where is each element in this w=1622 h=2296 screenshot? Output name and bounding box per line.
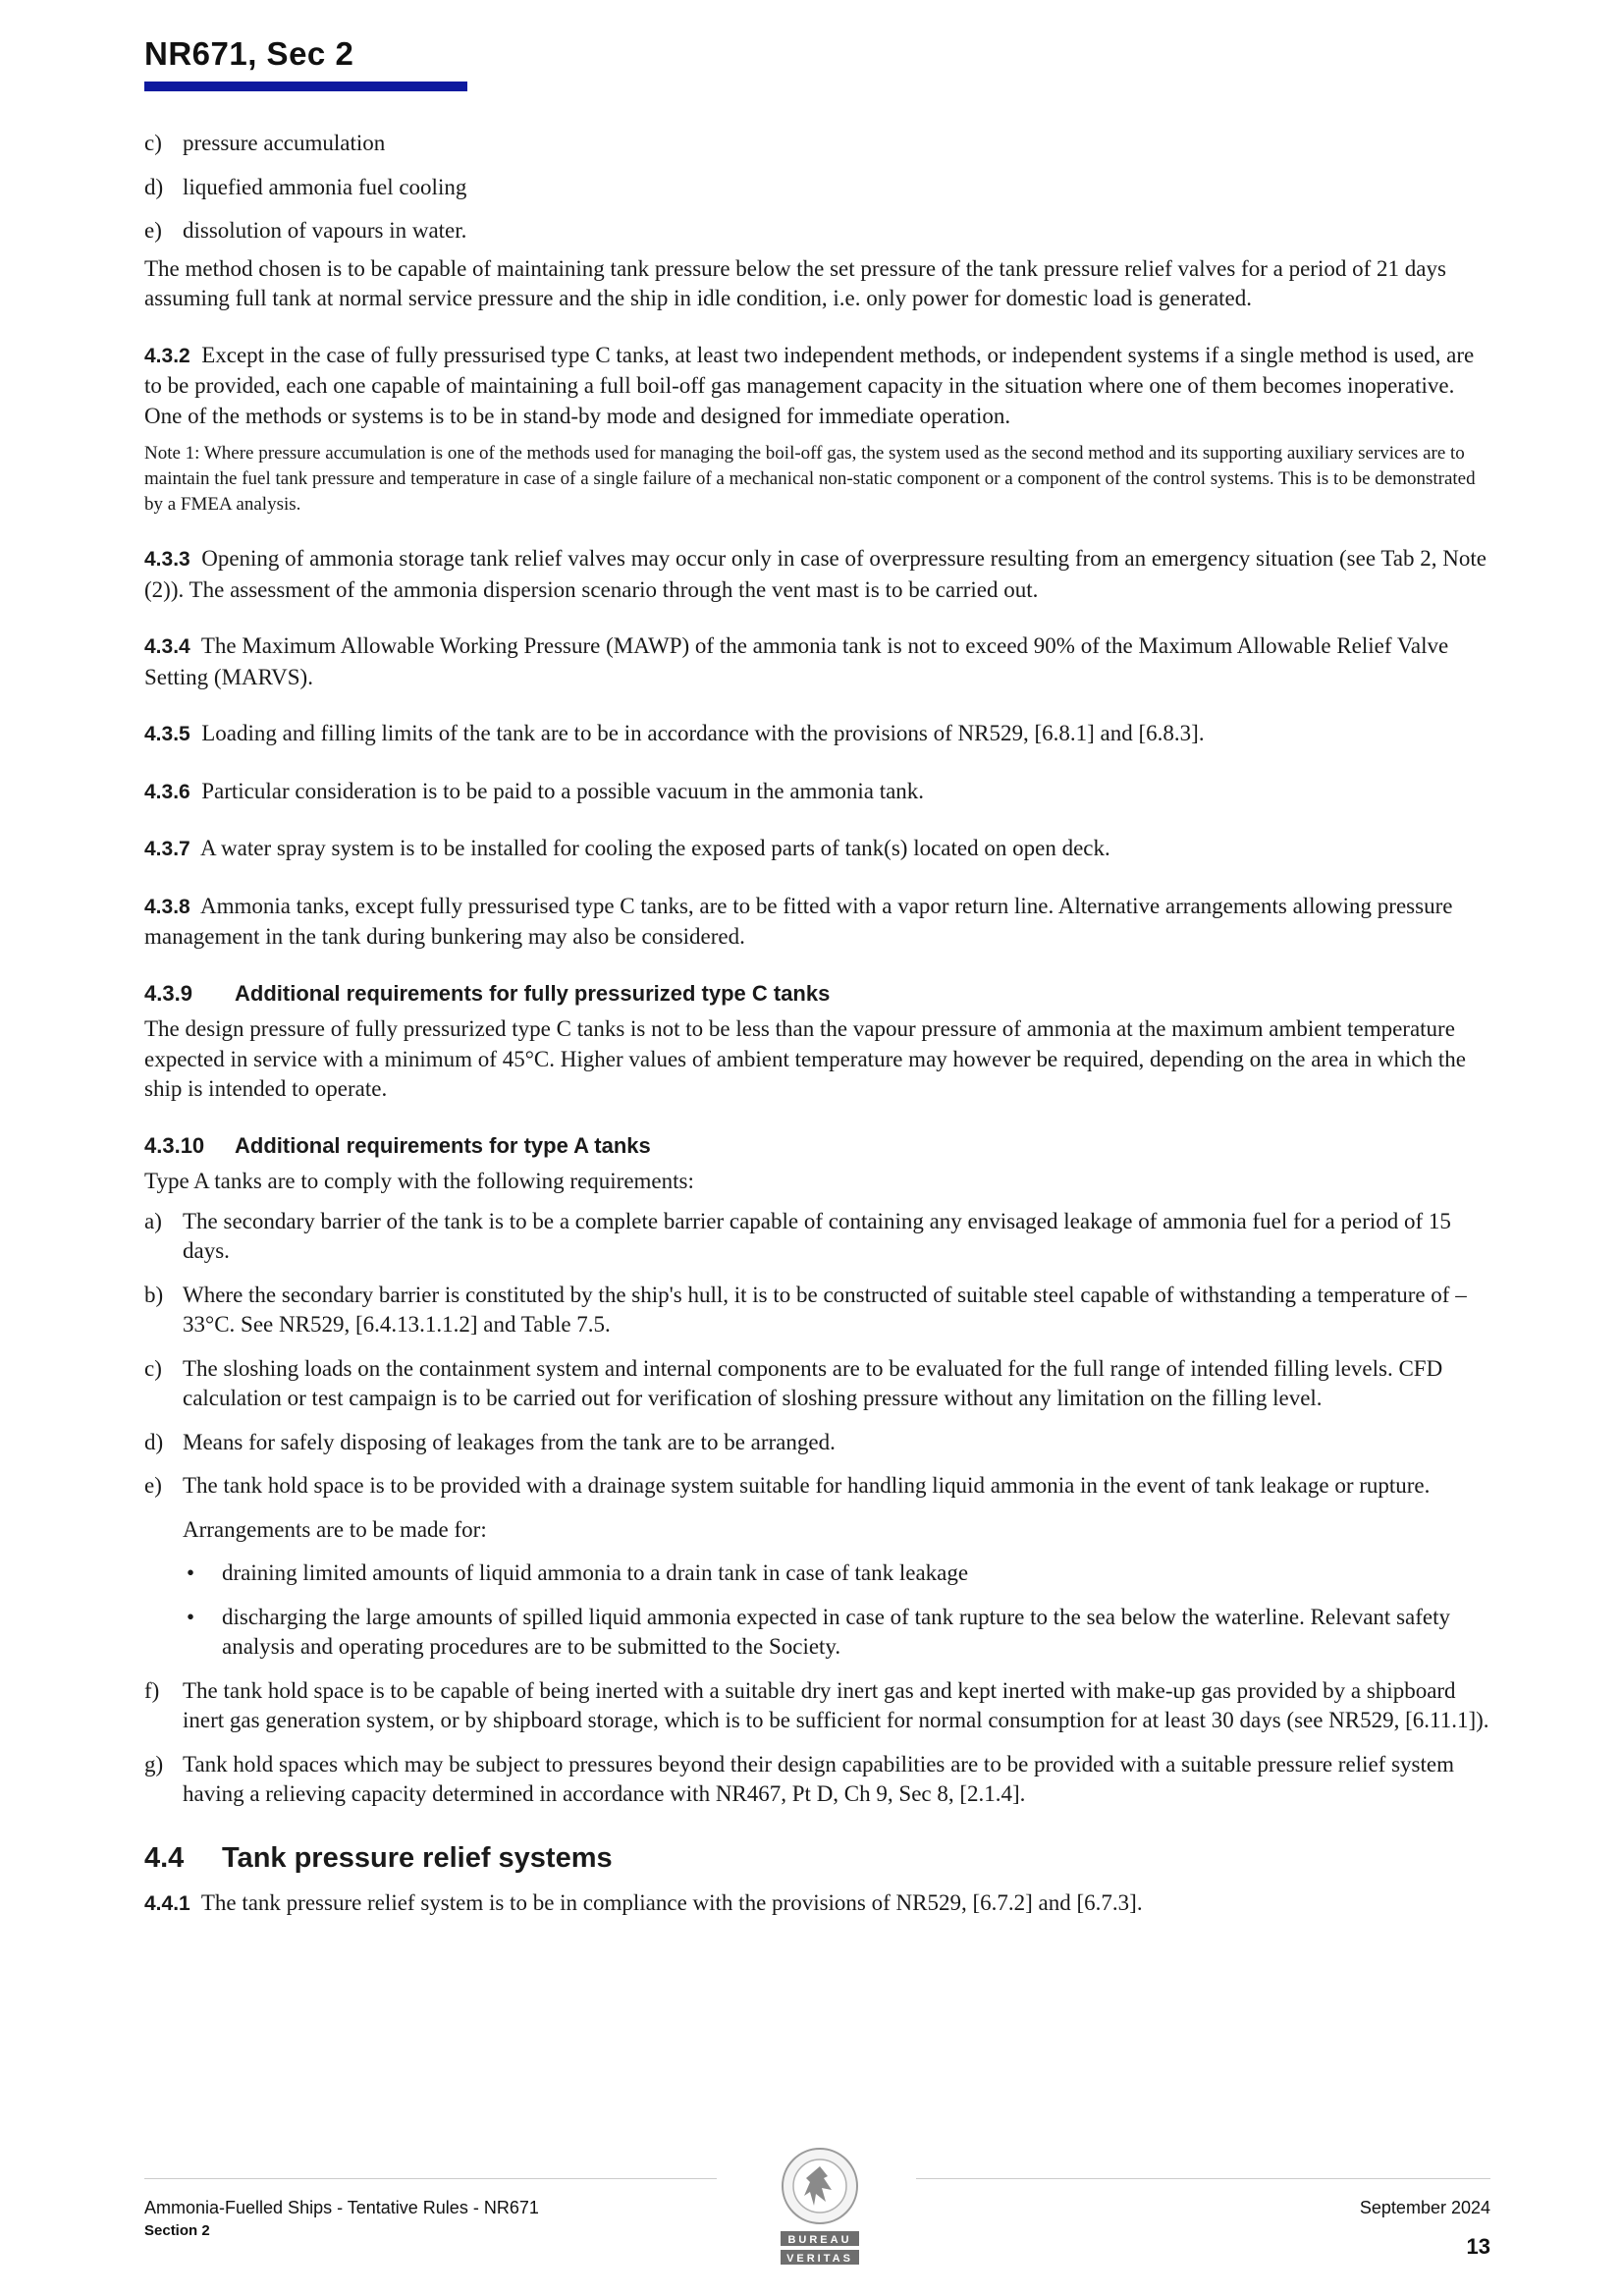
footer-document-title: Ammonia-Fuelled Ships - Tentative Rules - NR671 bbox=[144, 2198, 539, 2217]
paragraph: The design pressure of fully pressurized type C tanks is not to be less than the vapour pressure of ammonia at the maximum ambient temperature expected in service with a minimum of 45°C. Higher values of ambient temperature may however be required, depending on the area in which the ship is intended to operate. bbox=[144, 1016, 1466, 1101]
paragraph-4-3-5: 4.3.5 Loading and filling limits of the tank are to be in accordance with the provisions of NR529, [6.8.1] and [6.8.3]. bbox=[144, 721, 1205, 745]
bullet-item: • discharging the large amounts of spilled liquid ammonia expected in case of tank rupture to the sea below the waterline. Relevant safety analysis and operating procedures are to be submitted to the Society. bbox=[187, 1604, 1450, 1659]
subsection-heading-4-3-10: 4.3.10 Additional requirements for type A tanks bbox=[144, 1132, 651, 1158]
bullet-item: • draining limited amounts of liquid ammonia to a drain tank in case of tank leakage bbox=[144, 1558, 1489, 1589]
paragraph: Type A tanks are to comply with the following requirements: bbox=[144, 1169, 694, 1193]
list-item: b) Where the secondary barrier is constituted by the ship's hull, it is to be constructed of suitable steel capable of withstanding a temperature of –33°C. See NR529, [6.4.13.1.1.2] and Table 7.5. bbox=[144, 1282, 1467, 1337]
document-body bbox=[144, 129, 1489, 1934]
bullet-icon: • bbox=[187, 1604, 195, 1629]
section-heading-4-4: 4.4 Tank pressure relief systems bbox=[144, 1841, 613, 1874]
paragraph-4-3-6: 4.3.6 Particular consideration is to be paid to a possible vacuum in the ammonia tank. bbox=[144, 778, 925, 803]
list-item: e) The tank hold space is to be provided with a drainage system suitable for handling liquid ammonia in the event of tank leakage or rupture. bbox=[144, 1473, 1431, 1498]
footer-divider bbox=[916, 2178, 1490, 2179]
paragraph: Arrangements are to be made for: bbox=[183, 1516, 487, 1542]
list-item: a) The secondary barrier of the tank is to be a complete barrier capable of containing any envisaged leakage of ammonia fuel for a period of 15 days. bbox=[144, 1208, 1451, 1263]
footer-date: September 2024 bbox=[1359, 2198, 1490, 2217]
paragraph-4-3-7: 4.3.7 A water spray system is to be installed for cooling the exposed parts of tank(s) located on open deck. bbox=[144, 836, 1110, 860]
list-item: e) dissolution of vapours in water. bbox=[144, 218, 467, 243]
paragraph-4-3-8: 4.3.8 Ammonia tanks, except fully pressurised type C tanks, are to be fitted with a vapor return line. Alternative arrangements allowing pressure management in the tank during bunkering may also be considered. bbox=[144, 893, 1453, 949]
bullet-icon: • bbox=[187, 1560, 195, 1585]
list-item: d) Means for safely disposing of leakages from the tank are to be arranged. bbox=[144, 1429, 836, 1454]
paragraph-4-4-1: 4.4.1 The tank pressure relief system is to be in compliance with the provisions of NR529, [6.7.2] and [6.7.3]. bbox=[144, 1890, 1143, 1915]
list-item: d) liquefied ammonia fuel cooling bbox=[144, 174, 467, 199]
paragraph: The method chosen is to be capable of maintaining tank pressure below the set pressure of the tank pressure relief valves for a period of 21 days assuming full tank at normal service pressure and the ship in idle condition, i.e. only power for domestic load is generated. bbox=[144, 255, 1446, 310]
paragraph-4-3-3: 4.3.3 Opening of ammonia storage tank relief valves may occur only in case of overpressure resulting from an emergency situation (see Tab 2, Note (2)). The assessment of the ammonia dispersion scenario through the vent mast is to be carried out. bbox=[144, 546, 1487, 602]
list-item: c) The sloshing loads on the containment system and internal components are to be evaluated for the full range of intended filling levels. CFD calculation or test campaign is to be carried out for verification of sloshing pressure without any limitation on the filling level. bbox=[144, 1355, 1443, 1410]
logo-word-veritas: VERITAS bbox=[786, 2253, 853, 2265]
paragraph-4-3-2: 4.3.2 Except in the case of fully pressurised type C tanks, at least two independent methods, or independent systems if a single method is used, are to be provided, each one capable of maintaining a full boil-off gas management capacity in the situation where one of them becomes inoperative. One of the methods or systems is to be in stand-by mode and designed for immediate operation. bbox=[144, 342, 1475, 428]
paragraph-4-3-4: 4.3.4 The Maximum Allowable Working Pressure (MAWP) of the ammonia tank is not to exceed 90% of the Maximum Allowable Relief Valve Setting (MARVS). bbox=[144, 633, 1449, 689]
list-item: g) Tank hold spaces which may be subject to pressures beyond their design capabilities are to be provided with a suitable pressure relief system having a relieving capacity determined in accordance with NR467, Pt D, Ch 9, Sec 8, [2.1.4]. bbox=[144, 1751, 1454, 1806]
subsection-heading-4-3-9: 4.3.9 Additional requirements for fully pressurized type C tanks bbox=[144, 980, 831, 1006]
footer-divider bbox=[144, 2178, 717, 2179]
footer-section: Section 2 bbox=[144, 2222, 210, 2239]
logo-word-bureau: BUREAU bbox=[787, 2234, 852, 2246]
page-number: 13 bbox=[1466, 2234, 1490, 2259]
header-accent-bar bbox=[144, 82, 467, 91]
bureau-veritas-logo-icon bbox=[771, 2145, 869, 2269]
page-header-title: NR671, Sec 2 bbox=[144, 35, 354, 72]
list-item: f) The tank hold space is to be capable of being inerted with a suitable dry inert gas and kept inerted with make-up gas provided by a shipboard inert gas generation system, or by shipboard storage, which is to be sufficient for normal consumption for at least 30 days (see NR529, [6.11.1]). bbox=[144, 1677, 1489, 1732]
note: Note 1: Where pressure accumulation is one of the methods used for managing the boil-off gas, the system used as the second method and its supporting auxiliary services are to maintain the fuel tank pressure and temperature in case of a single failure of a mechanical non-static component or a component of the control systems. This is to be demonstrated by a FMEA analysis. bbox=[144, 443, 1476, 515]
list-item: c) pressure accumulation bbox=[144, 131, 386, 155]
